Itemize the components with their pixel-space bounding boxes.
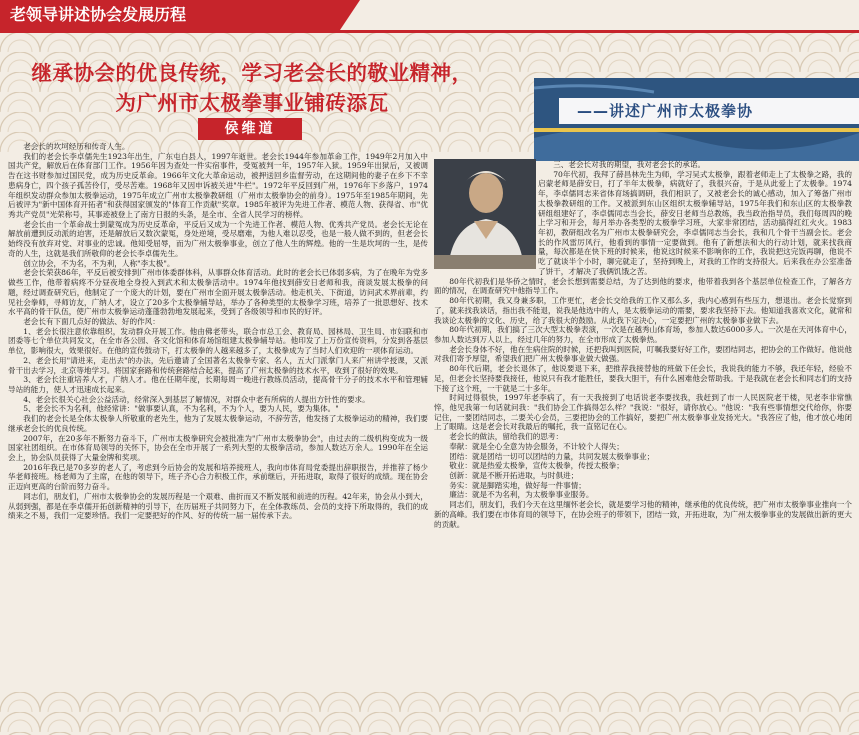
left-paragraph: 同志们，朋友们，广州市太极拳协会的发展历程是一个艰难、曲折而又不断发展和前进的历程。42年来，协会从小到大，从弱到强，都是在李卓儒开拓创新精神的引导下，在历届班子共同努力下，在全体教练员、会员的支持下所取得的，我们的成绩来之不易，我们一定要珍惜。我们一定要把好的作风、好的传统一届一届传承下去。 — [8, 491, 428, 521]
right-paragraph: 老会长身体不好，他在生病住院的时候，还把我叫到医院，叮嘱我要好好工作，要团结同志，把协会的工作做好。他说他对我们寄予厚望，希望我们把广州太极拳事业做大做强。 — [434, 344, 852, 364]
left-paragraph: 1、老会长很注意依靠组织，发动群众开展工作。他由佛老带头，联合市总工会、教育局、园林局、卫生局、市妇联和市团委等七个单位共同发文，在全市各公园、各文化馆和体育场馆组建太极拳辅导站。他印发了上万份宣传资料，分发到各基层单位，影响很大，效果很好。在他的宣传鼓动下，打太极拳的人越来越多了，太极拳成为了当时人们欢迎的一项体育运动。 — [8, 326, 428, 356]
right-paragraph: 时间过得很快，1997年老李病了，有一天我接到了电话说老李要找我，我赶到了市一人民医院老干楼，见老李非常憔悴，他见我第一句话就问我："我们协会工作搞得怎么样？"我说："很好，请你放心。"他说："我有些事情想交代给你，你要记住，一要团结同志，二要关心会员，三要把协会的工作搞好，要把广州太极拳事业发扬光大。"我答应了他，他才放心地闭上了眼睛。这是老会长对我最后的嘱托，我一直铭记在心。 — [434, 393, 852, 432]
left-paragraph: 老会长由一个革命战士到蒙冤成为历史反革命，平反后又成为一个先进工作者、模范人物、优秀共产党员。老会长无论在解放前遭到反动派的迫害，还是解放后又数次蒙冤，身处逆境，受尽磨难，为他人难以忍受，也是一般人做不到的，但老会长始终没有放弃对党、对事业的忠诚。他知受屈辱，而为广州太极拳事业，创立了他人生的辉煌。他的一生是坎坷的一生，是传奇的人生，这就是我们所敬仰的老会长李卓儒先生。 — [8, 219, 428, 258]
right-paragraph: 创新：就是不断开拓进取，与时俱进； — [449, 471, 579, 480]
headline-line-2: 为广州市太极拳事业铺砖添瓦 — [115, 91, 389, 115]
left-paragraph: 老会长有下面几点好的做法、好的作风： — [23, 316, 160, 326]
bottom-wave-pattern — [0, 692, 859, 735]
right-paragraph: 团结：就是团结一切可以团结的力量，共同发展太极拳事业； — [449, 451, 655, 461]
right-paragraph: 务实：就是脚踏实地，做好每一件事情； — [449, 480, 586, 490]
author-name: 侯维道 — [198, 118, 302, 140]
right-paragraph: 同志们，朋友们，我们今天在这里缅怀老会长，就是要学习他的精神，继承他的优良传统，把广州市太极拳事业推向一个新的高峰。我们要在市体育局的领导下，在协会班子的带领下，团结一致，开拓进取，为广州太极拳事业的发展做出新的更大的贡献。 — [434, 500, 852, 529]
right-paragraph: 70年代初，我拜了薛昌林先生为师，学习吴式太极拳，跟着老师走上了太极拳之路，我的启蒙老师是薛安日，打了半年太极拳，病就好了，我很兴奋，于是从此爱上了太极拳。1974年，李卓儒同志来省体育场搞调研，我们相识了，又被老会长的诚心感动，加入了筹备广州市太极拳教研组的工作。又被派到东山区组织太极拳辅导站，1975年我们和东山区的太极拳教研组组建好了，李卓儒同志当会长，薛安日老师当总教练，我当政治指导员，我们每周四的晚上学习和开会，每月举办各类型的太极拳学习班，大家非常团结，活动搞得红红火火。1983年初，教研组改名为广州市太极拳研究会，李卓儒同志当会长，我和几个骨干当副会长。老会长的作风雷厉风行，他看到的事情一定要做到。他有了新想法和大的行动计划，就来找我商量，每次都是在快下班的时候来，他说这时候来不影响你的工作，我说把这完饭再聊，他说不吃了就谈半个小时，聊完就走了，坚持到晚上，对我的工作的支持很大。后来我在办公室准备了饼干，才解决了我俩饥饿之苦。 — [538, 169, 852, 276]
portrait-photo — [434, 159, 536, 269]
right-paragraph: 老会长的做法，留给我们的思考： — [449, 432, 564, 442]
right-paragraph: 廉洁：就是不为名利，为太极拳事业服务。 — [449, 490, 594, 500]
left-paragraph: 2007年，在20多年不断努力奋斗下，广州市太极拳研究会被批准为"广州市太极拳协会"，由过去的二级机构变成为一级国家社团组织。在市体育局领导的关怀下，协会在全市开展了一系列大型的太极拳活动，参加人数达万余人。1990年在全运会上，协会队员获得了大量金牌和奖项。 — [8, 433, 428, 462]
right-paragraph: 敬业：就是热爱太极拳，宣传太极拳，传授太极拳； — [449, 461, 624, 471]
left-paragraph: 2、老会长用"请进来，走出去"的办法，先后邀请了全国著名太极拳专家、名人，五大门派掌门人来广州讲学授课，又派骨干出去学习，北京等地学习。将国家套路和传统套路结合起来，提高了广州太极拳的技术水平，收到了很好的效果。 — [8, 355, 428, 375]
portrait-figure-graphic — [434, 159, 536, 269]
bottom-decor-band — [0, 692, 859, 735]
right-paragraph: 奉献：就是全心全意为协会服务，不计较个人得失； — [449, 441, 624, 451]
banner-photo — [534, 78, 859, 161]
right-paragraph: 三、老会长对我的期望，我对老会长的承诺。 — [553, 160, 706, 169]
section-banner: 老领导讲述协会发展历程 — [0, 0, 340, 30]
headline-line-1: 继承协会的优良传统，学习老会长的敬业精神， — [31, 61, 473, 85]
right-paragraph: 80年代初期，我又身兼多职，工作更忙，老会长交给我的工作又那么多，我内心感到有些压力，想退出。老会长觉察到了，就来找我谈话，指出我不能退，说我是他选中的人，是太极拳运动的需要，要求我坚持下去。他知道我喜欢文化，就常和我谈论太极拳的文化、历史，给了我很大的鼓励。从此我下定决心，一定要把广州的太极拳事业做下去。 — [434, 296, 852, 325]
left-paragraph: 5、老会长不为名利，他经常讲："做事要认真，不为名利，不为个人，要为人民，要为集体。" — [23, 404, 339, 414]
left-paragraph: 我们的老会长李卓儒先生1923年出生，广东屯白县人，1997年逝世。老会长1944年参加革命工作，1949年2月加入中国共产党，解放后在体育部门工作。1956年因为查处一件实宿事件，受冤被判一年，1957年入狱。1959年出狱后，又被调告在这书财参加过国民党，成为历史反革命。1966年文化大革命运动，被押送回乡监督劳动，在这期间他的妻子在乡下不幸患病身亡，四个孩子孤苦伶仃，受尽苦难。1968年又因申诉被关进"牛栏"。1972年平反回到广州，1976年下乡落户，1974年组织发动群众参加太极拳运动，1975年成立广州市太极拳教研组（广州市太极拳协会的前身）。1975年至1985年期间，先后被评为"新中国体育开拓者"和获得国家颁发的"体育工作贡献"奖章。1985年被评为先进工作者、模范人物、获得省、市"优秀共产党员"光荣称号，其事迹被登上了南方日报的头条，是全市、全省人民学习的榜样。 — [8, 151, 428, 220]
left-paragraph: 老会长荣获86年，平反后被安排到广州市体委群体科，从事群众体育活动。此时的老会长已体弱多病，为了在晚年为党多做些工作，他带着病疼不分昼夜地全身投入到武术和太极拳活动中。1974年他找到薛安日老师和我，商谈发展太极拳的问题，经过调查研究后，他制定了一个庞大的计划，要在广州市全面开展太极拳活动。他走机关、下街道，访问武术界前辈，约见社会拳师，寻师访友，广纳人才，设立了20多个太极拳辅导站，举办了各种类型的太极拳学习班，培养了一批思想好、技术水平高的骨干队伍，使广州市太极拳运动蓬蓬勃勃地发展起来，受到了各级领导和市民的好评。 — [8, 268, 428, 317]
left-paragraph: 3、老会长注重培养人才，广纳人才。他在任期年度，长期每周一晚进行教练员活动，提高骨干分子的技术水平和管理辅导站的能力，使人才迅速成长起来。 — [8, 375, 428, 394]
photo-gold-stripe — [534, 128, 859, 132]
banner-tail — [340, 0, 360, 30]
article-column-left — [8, 142, 428, 690]
left-paragraph: 2016年我已是70多岁的老人了，考虑到今后协会的发展和培养接班人，我向市体育局党委提出辞职报告，并推荐了杨少华老师接班。杨老师为了主席，在他的领导下，班子齐心合力积极工作，承前继后，开拓进取，取得了很好的成绩。现在协会正迈向更高的台阶而努力奋斗。 — [8, 462, 428, 492]
top-rule — [0, 30, 859, 33]
right-paragraph: 80年代初期，我们搞了三次大型太极拳表演，一次是在越秀山体育场，参加人数达6000多人。一次是在天河体育中心，参加人数达到万人以上，经过几年的努力，在全市形成了太极拳热。 — [434, 325, 852, 344]
left-paragraph: 创立协会，不为名，不为利，人称"李太极"。 — [23, 258, 175, 268]
headline — [8, 58, 496, 118]
left-paragraph: 我们的老会长是全体太极拳人所敬重的老先生，他为了发展太极拳运动，不辞劳苦，他发扬了太极拳运动的精神，我们要继承老会长的优良传统。 — [8, 414, 428, 433]
right-paragraph: 80年代后期，老会长退休了，他说要退下来，把推荐我接替他的班做下任会长，我说我的能力不够，我还年轻，经验不足，但老会长坚持要我接任，他说只有我才能胜任，要我大胆干，有什么困难他会帮助我。于是我就在老会长和同志们的支持下接了这个班，一干就是二十多年。 — [434, 364, 852, 393]
left-paragraph: 老会长的坎坷经历和传奇人生。 — [23, 142, 130, 151]
left-paragraph: 4、老会长很关心社会公益活动，经常深入到基层了解情况，对群众中老有所病的人提出方针性的要求。 — [23, 394, 370, 404]
photo-caption: ——讲述广州市太极拳协 — [559, 98, 859, 124]
right-paragraph: 80年代初我们是华侨之情时，老会长想到需要总结，为了达到他的要求，他带着我到各个基层单位检查工作，了解各方面的情况，在调查研究中他指导工作。 — [434, 276, 852, 296]
